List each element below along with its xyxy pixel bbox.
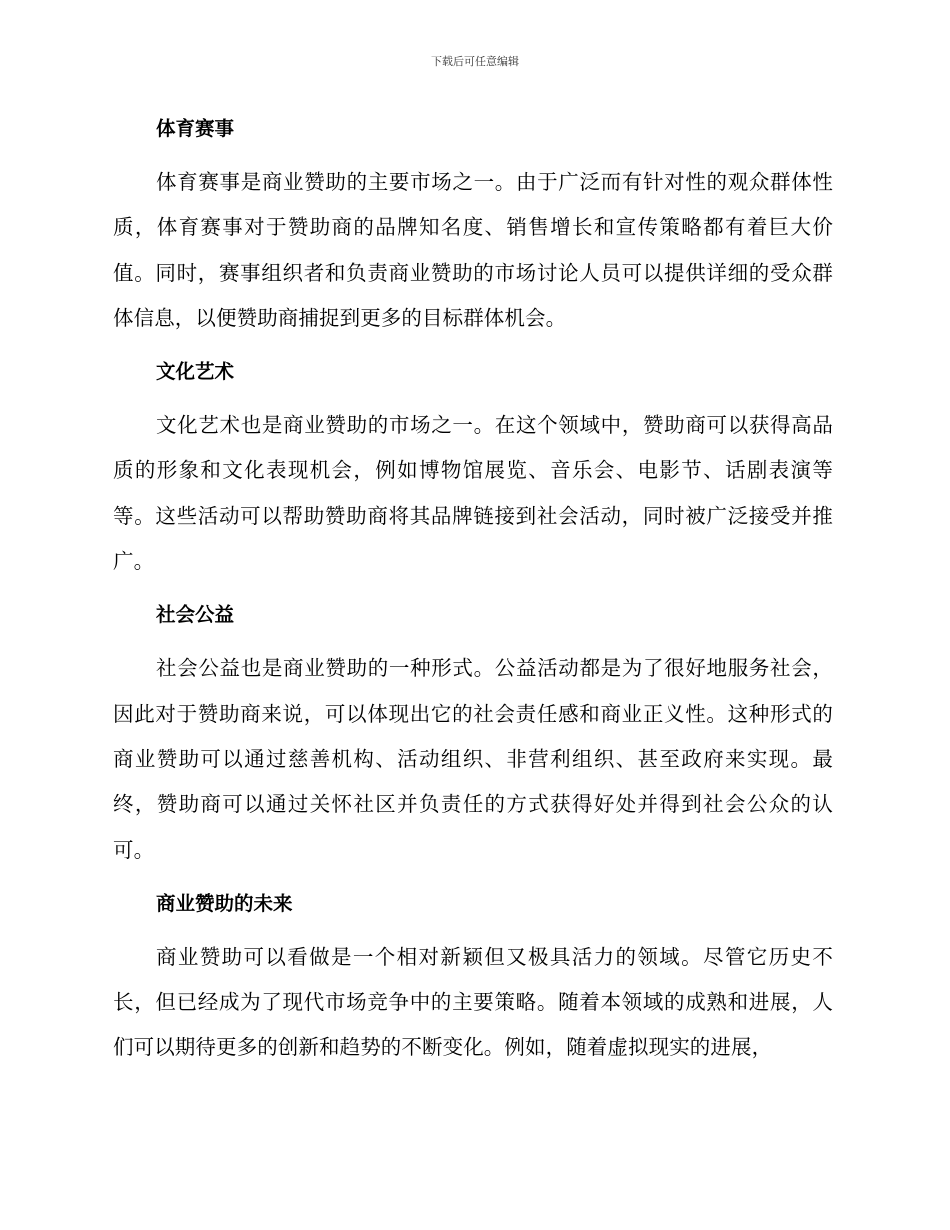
- section-heading-sports: 体育赛事: [156, 117, 235, 140]
- page-header: 下载后可任意编辑: [431, 55, 519, 68]
- section-heading-public-welfare: 社会公益: [156, 603, 235, 627]
- section-paragraph-culture-arts: 文化艺术也是商业赞助的市场之一。在这个领域中，赞助商可以获得高品质的形象和文化表现机会，例如博物馆展览、音乐会、电影节、话剧表演等等。这些活动可以帮助赞助商将其品牌链接到社会活动，同时被广泛接受并推广。: [113, 413, 833, 574]
- section-paragraph-sports: 体育赛事是商业赞助的主要市场之一。由于广泛而有针对性的观众群体性质，体育赛事对于赞助商的品牌知名度、销售增长和宣传策略都有着巨大价值。同时，赛事组织者和负责商业赞助的市场讨论人员可以提供详细的受众群体信息，以便赞助商捕捉到更多的目标群体机会。: [113, 170, 833, 330]
- document-body: [113, 110, 833, 1071]
- section-paragraph-public-welfare: 社会公益也是商业赞助的一种形式。公益活动都是为了很好地服务社会，因此对于赞助商来说，可以体现出它的社会责任感和商业正义性。这种形式的商业赞助可以通过慈善机构、活动组织、非营利组织、甚至政府来实现。最终，赞助商可以通过关怀社区并负责任的方式获得好处并得到社会公众的认可。: [113, 656, 833, 862]
- section-heading-future: 商业赞助的未来: [156, 891, 293, 915]
- section-paragraph-future: 商业赞助可以看做是一个相对新颖但又极具活力的领域。尽管它历史不长，但已经成为了现代市场竞争中的主要策略。随着本领域的成熟和进展，人们可以期待更多的创新和趋势的不断变化。例如，随着虚拟现实的进展，: [113, 944, 833, 1060]
- section-heading-culture-arts: 文化艺术: [156, 360, 235, 384]
